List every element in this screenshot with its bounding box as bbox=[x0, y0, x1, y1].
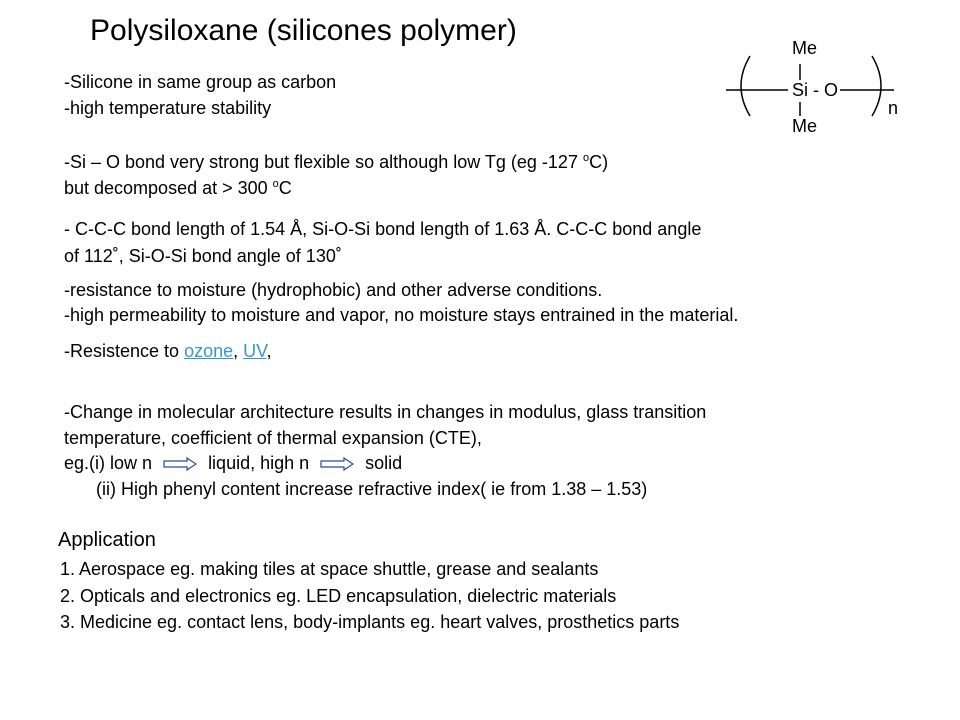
resistance-line-2: -high permeability to moisture and vapor, no moisture stays entrained in the material. bbox=[64, 305, 739, 325]
geometry-line-2: of 112˚, Si-O-Si bond angle of 130˚ bbox=[64, 246, 342, 266]
resistance-line-1: -resistance to moisture (hydrophobic) and other adverse conditions. bbox=[64, 280, 603, 300]
bond-line-2-unit: C bbox=[278, 178, 292, 198]
application-item-2: 2. Opticals and electronics eg. LED encapsulation, dielectric materials bbox=[60, 586, 617, 606]
resistence-suffix: , bbox=[266, 341, 272, 361]
example-solid: solid bbox=[365, 453, 403, 473]
example-low-n: eg.(i) low n bbox=[64, 453, 153, 473]
geometry-line-1: - C-C-C bond length of 1.54 Å, Si-O-Si bond length of 1.63 Å. C-C-C bond angle bbox=[64, 219, 702, 239]
resistence-separator: , bbox=[233, 341, 244, 361]
bond-line-2-text: but decomposed at > 300 bbox=[64, 178, 273, 198]
intro-line-1: -Silicone in same group as carbon bbox=[64, 72, 337, 92]
architecture-line-1: -Change in molecular architecture results in changes in modulus, glass transition bbox=[64, 402, 707, 422]
formula-subscript-n: n bbox=[888, 98, 899, 118]
degree-superscript: o bbox=[272, 178, 279, 190]
architecture-line-4: (ii) High phenyl content increase refractive index( ie from 1.38 – 1.53) bbox=[96, 479, 648, 499]
formula-top-methyl: Me bbox=[792, 38, 818, 58]
right-arrow-icon bbox=[320, 457, 354, 471]
example-liquid-high-n: liquid, high n bbox=[208, 453, 310, 473]
application-item-1: 1. Aerospace eg. making tiles at space shuttle, grease and sealants bbox=[60, 559, 599, 579]
bond-line-1-unit: C) bbox=[589, 152, 609, 172]
formula-bottom-methyl: Me bbox=[792, 116, 818, 136]
right-arrow-icon bbox=[163, 457, 197, 471]
page-title: Polysiloxane (silicones polymer) bbox=[90, 14, 517, 47]
architecture-line-3 bbox=[64, 453, 402, 474]
bond-line-1-text: -Si – O bond very strong but flexible so although low Tg (eg -127 bbox=[64, 152, 583, 172]
resistence-prefix: -Resistence to bbox=[64, 341, 185, 361]
intro-line-2: -high temperature stability bbox=[64, 98, 272, 118]
bond-line-2 bbox=[64, 178, 292, 199]
resistence-line bbox=[64, 341, 272, 362]
application-heading: Application bbox=[58, 529, 156, 551]
application-item-3: 3. Medicine eg. contact lens, body-implants eg. heart valves, prosthetics parts bbox=[60, 612, 680, 632]
degree-superscript: o bbox=[582, 152, 590, 164]
polysiloxane-structure-formula bbox=[722, 36, 932, 136]
bond-line-1 bbox=[64, 152, 608, 173]
uv-link[interactable]: UV bbox=[243, 341, 267, 361]
formula-si-o: Si - O bbox=[792, 80, 839, 100]
ozone-link[interactable]: ozone bbox=[184, 341, 234, 361]
architecture-line-2: temperature, coefficient of thermal expansion (CTE), bbox=[64, 428, 482, 448]
